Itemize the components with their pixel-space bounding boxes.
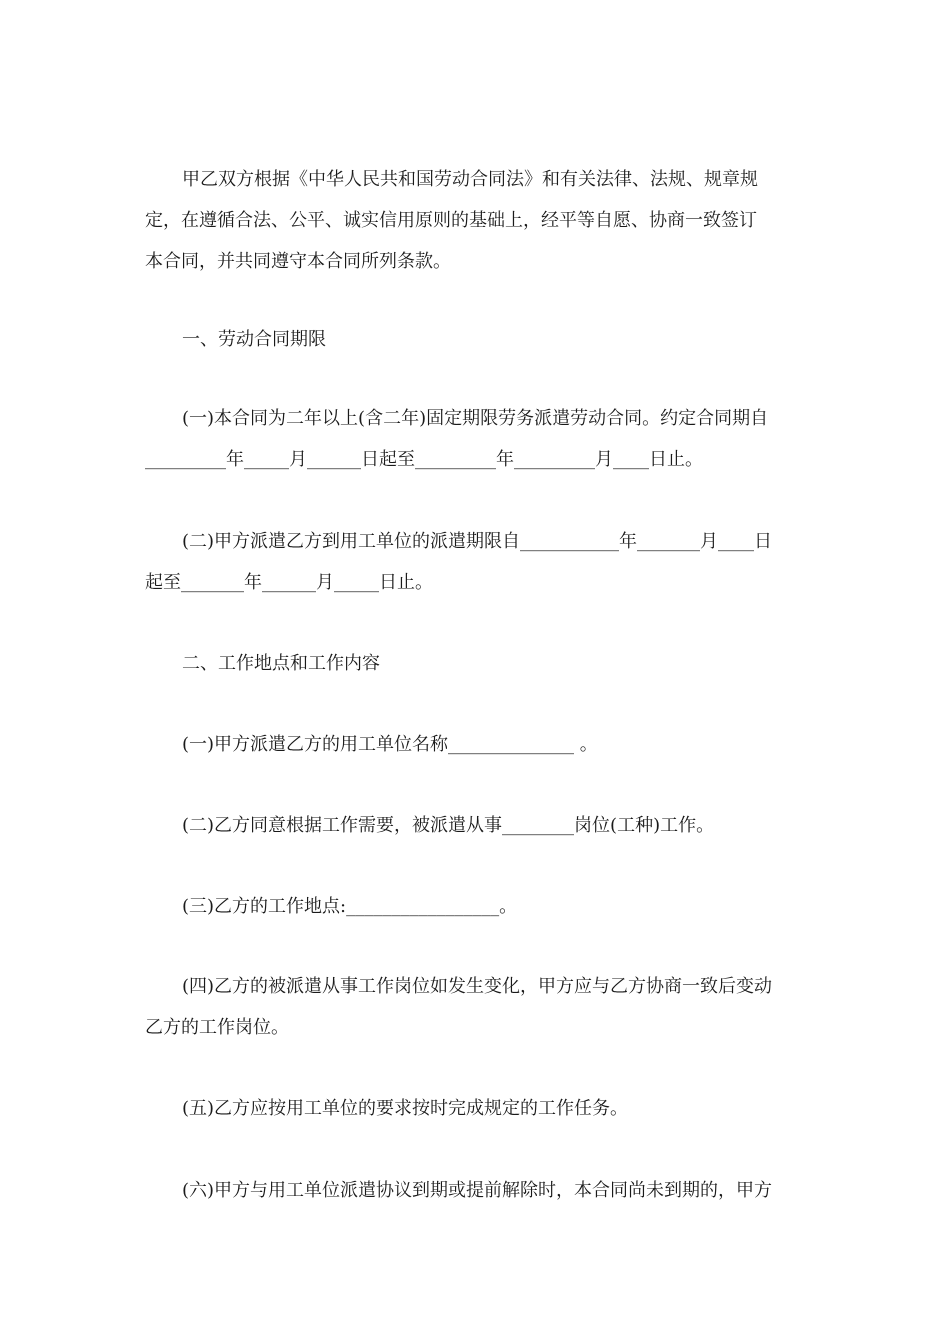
text-line: (四)乙方的被派遣从事工作岗位如发生变化，甲方应与乙方协商一致后变动 bbox=[182, 976, 773, 997]
text-line: _________年_____月______日起至_________年_________月____日止。 bbox=[145, 449, 703, 470]
section-2-item-5: (五)乙方应按用工单位的要求按时完成规定的工作任务。 bbox=[182, 1098, 629, 1119]
section-2-item-6: (六)甲方与用工单位派遣协议到期或提前解除时，本合同尚未到期的，甲方 bbox=[182, 1180, 773, 1201]
text-line: 甲乙双方根据《中华人民共和国劳动合同法》和有关法律、法规、规章规 bbox=[182, 169, 758, 190]
text-line: (一)本合同为二年以上(含二年)固定期限劳务派遣劳动合同。约定合同期自 bbox=[182, 408, 769, 429]
text-line: 起至_______年______月_____日止。 bbox=[145, 572, 433, 593]
section-2-item-1: (一)甲方派遣乙方的用工单位名称______________ 。 bbox=[182, 734, 598, 755]
section-1-item-2 bbox=[145, 521, 817, 603]
section-2-item-3: (三)乙方的工作地点:_________________。 bbox=[182, 896, 518, 917]
section-1-heading: 一、劳动合同期限 bbox=[182, 329, 326, 350]
text-line: 乙方的工作岗位。 bbox=[145, 1017, 289, 1038]
section-2-item-2: (二)乙方同意根据工作需要，被派遣从事________岗位(工种)工作。 bbox=[182, 815, 715, 836]
section-2-heading: 二、工作地点和工作内容 bbox=[182, 653, 380, 674]
text-line: 定，在遵循合法、公平、诚实信用原则的基础上，经平等自愿、协商一致签订 bbox=[145, 210, 757, 231]
intro-paragraph bbox=[145, 159, 817, 282]
section-1-item-1 bbox=[145, 398, 817, 480]
text-line: (二)甲方派遣乙方到用工单位的派遣期限自___________年_______月____日 bbox=[182, 531, 773, 552]
text-line: 本合同，并共同遵守本合同所列条款。 bbox=[145, 251, 451, 272]
section-2-item-4 bbox=[145, 966, 817, 1048]
